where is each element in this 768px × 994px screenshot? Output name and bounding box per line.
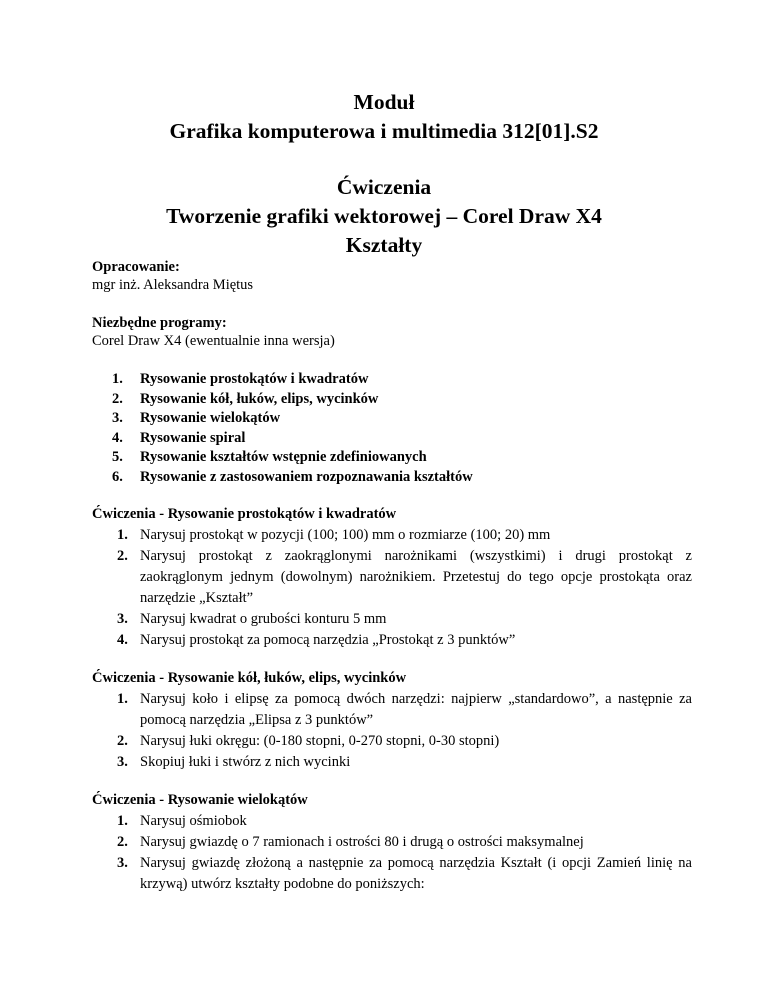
exercise-text: Narysuj gwiazdę o 7 ramionach i ostrości 80 i drugą o ostrości maksymalnej xyxy=(140,834,584,850)
exercise-text: Narysuj ośmiobok xyxy=(140,813,247,829)
exercise-list xyxy=(92,811,692,895)
exercise-item xyxy=(92,853,692,895)
exercises-heading: Ćwiczenia xyxy=(336,175,432,199)
exercise-text: Narysuj łuki okręgu: (0-180 stopni, 0-270 stopni, 0-30 stopni) xyxy=(140,733,500,749)
topic-text: Rysowanie spiral xyxy=(140,429,246,446)
programs-value: Corel Draw X4 (ewentualnie inna wersja) xyxy=(92,333,335,349)
topic-item xyxy=(92,409,692,429)
title-block xyxy=(0,88,768,260)
author-name: mgr inż. Aleksandra Miętus xyxy=(92,277,254,293)
exercise-text: Narysuj prostokąt za pomocą narzędzia „Prostokąt z 3 punktów” xyxy=(140,632,516,648)
section-title: Ćwiczenia - Rysowanie kół, łuków, elips, wycinków xyxy=(92,670,407,686)
topic-number: 2. xyxy=(112,390,123,407)
topic-title: Tworzenie grafiki wektorowej – Corel Draw X4 xyxy=(166,204,602,228)
exercise-text: Narysuj prostokąt w pozycji (100; 100) mm o rozmiarze (100; 20) mm xyxy=(140,527,551,543)
exercise-text: Narysuj koło i elipsę za pomocą dwóch narzędzi: najpierw „standardowo”, a następnie za pomocą narzędzia „Elipsa z 3 punktów” xyxy=(140,691,692,728)
exercise-item xyxy=(92,811,692,832)
course-title: Grafika komputerowa i multimedia 312[01].S2 xyxy=(169,119,599,143)
subtopic-title: Kształty xyxy=(345,233,423,257)
exercise-number: 2. xyxy=(117,733,128,749)
topic-text: Rysowanie z zastosowaniem rozpoznawania kształtów xyxy=(140,468,473,485)
exercise-number: 3. xyxy=(117,754,128,770)
exercise-number: 1. xyxy=(117,691,128,707)
exercise-item xyxy=(92,609,692,630)
topic-item xyxy=(92,429,692,449)
section-title: Ćwiczenia - Rysowanie wielokątów xyxy=(92,792,308,808)
exercise-item xyxy=(92,546,692,609)
exercise-item xyxy=(92,832,692,853)
exercise-text: Narysuj kwadrat o grubości konturu 5 mm xyxy=(140,611,387,627)
exercise-item xyxy=(92,630,692,651)
exercise-number: 2. xyxy=(117,548,128,564)
exercise-item xyxy=(92,752,692,773)
exercise-number: 1. xyxy=(117,813,128,829)
section-polygons xyxy=(92,790,692,895)
topic-text: Rysowanie kształtów wstępnie zdefiniowanych xyxy=(140,449,427,465)
topic-number: 4. xyxy=(112,429,123,446)
programs-block xyxy=(92,314,692,351)
section-circles xyxy=(92,668,692,773)
section-title: Ćwiczenia - Rysowanie prostokątów i kwadratów xyxy=(92,506,397,522)
document-body xyxy=(92,258,692,912)
exercise-text: Narysuj gwiazdę złożoną a następnie za pomocą narzędzia Kształt (i opcji Zamień linię na krzywą) utwórz kształty podobne do poniższych: xyxy=(140,855,692,892)
topic-number: 5. xyxy=(112,449,123,465)
topic-item xyxy=(92,448,692,468)
exercise-text: Skopiuj łuki i stwórz z nich wycinki xyxy=(140,754,351,770)
topic-text: Rysowanie prostokątów i kwadratów xyxy=(140,371,369,387)
exercise-list xyxy=(92,689,692,773)
exercise-item xyxy=(92,525,692,546)
topic-item xyxy=(92,468,692,488)
programs-label: Niezbędne programy: xyxy=(92,315,227,331)
topics-list xyxy=(92,370,692,487)
topic-number: 3. xyxy=(112,410,123,426)
exercise-number: 2. xyxy=(117,834,128,850)
exercise-number: 1. xyxy=(117,527,128,543)
exercise-item xyxy=(92,689,692,731)
topic-number: 1. xyxy=(112,371,123,387)
module-heading: Moduł xyxy=(353,90,415,114)
exercise-number: 3. xyxy=(117,611,128,627)
topic-number: 6. xyxy=(112,468,123,485)
topic-item xyxy=(92,370,692,390)
author-label: Opracowanie: xyxy=(92,259,180,275)
author-block xyxy=(92,258,692,295)
exercise-item xyxy=(92,731,692,752)
exercise-list xyxy=(92,525,692,651)
exercise-number: 4. xyxy=(117,632,128,648)
topic-text: Rysowanie kół, łuków, elips, wycinków xyxy=(140,390,379,407)
section-rectangles xyxy=(92,504,692,651)
topic-item xyxy=(92,390,692,410)
exercise-number: 3. xyxy=(117,855,128,871)
exercise-text: Narysuj prostokąt z zaokrąglonymi narożnikami (wszystkimi) i drugi prostokąt z zaokrąglonym jednym (dowolnym) narożnikiem. Przetestuj do tego opcje prostokąta oraz narzędzie „Kształt” xyxy=(140,548,692,606)
topic-text: Rysowanie wielokątów xyxy=(140,410,281,426)
